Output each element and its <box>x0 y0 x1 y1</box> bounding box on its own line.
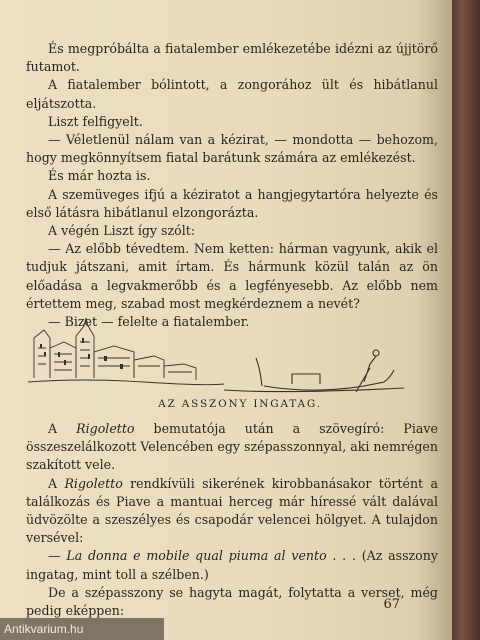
text-block-bottom <box>26 420 438 620</box>
paragraph: A Rigoletto rendkívüli sikerének kirobbanásakor történt a találkozás és Piave a mantuai herceg már híressé vált dalával üdvözölte a szeszélyes és csapodár velencei hölgyet. A tulajdon versével: <box>26 475 438 546</box>
paragraph: A Rigoletto bemutatója után a szövegíró: Piave összeszelálkozott Velencében egy szépasszonnyal, aki nemrégen szakított vele. <box>26 421 438 473</box>
paragraph: — Véletlenül nálam van a kézirat, — mondotta — behozom, hogy megkönnyítsem fiatal barátunk számára az emlékezést. <box>26 132 438 166</box>
text-block-top <box>26 40 438 331</box>
window-hatching <box>40 338 123 369</box>
illustration-caption: AZ ASSZONY INGATAG. <box>158 398 322 410</box>
paragraph: A fiatalember bólintott, a zongorához ült és hibátlanul eljátszotta. <box>26 77 438 111</box>
paragraph: És már hozta is. <box>48 168 151 184</box>
paragraph: Liszt felfigyelt. <box>48 113 143 129</box>
paragraph: — Az előbb tévedtem. Nem ketten: hárman vagyunk, akik el tudjuk játszani, amit írtam. És hármunk közül talán az ön előadása a legvakmerőbb és a legfényesebb. Az előbb nem értettem meg, szabad most megkérdeznem a nevét? <box>26 241 438 311</box>
paragraph: És megpróbálta a fiatalember emlékezetébe idézni az újjtörő futamot. <box>26 41 438 75</box>
book-spine <box>452 0 480 640</box>
gondola-sketch <box>224 350 404 392</box>
paragraph: — Bizet — felelte a fiatalember. <box>48 314 250 330</box>
venice-buildings-sketch <box>28 318 224 385</box>
venice-gondola-illustration <box>24 308 408 398</box>
paragraph: De a szépasszony se hagyta magát, folytatta a verset, még pedig eképpen: <box>26 584 438 619</box>
paragraph: A végén Liszt így szólt: <box>48 223 196 239</box>
page-number: 67 <box>383 597 400 612</box>
paragraph: A szemüveges ifjú a kéziratot a hangjegytartóra helyezte és első látásra hibátlanul elzongorázta. <box>26 186 438 220</box>
site-watermark: Antikvarium.hu <box>0 618 164 640</box>
paragraph: — La donna e mobile qual piuma al vento . . . (Az asszony ingatag, mint toll a szélben.) <box>26 548 438 582</box>
